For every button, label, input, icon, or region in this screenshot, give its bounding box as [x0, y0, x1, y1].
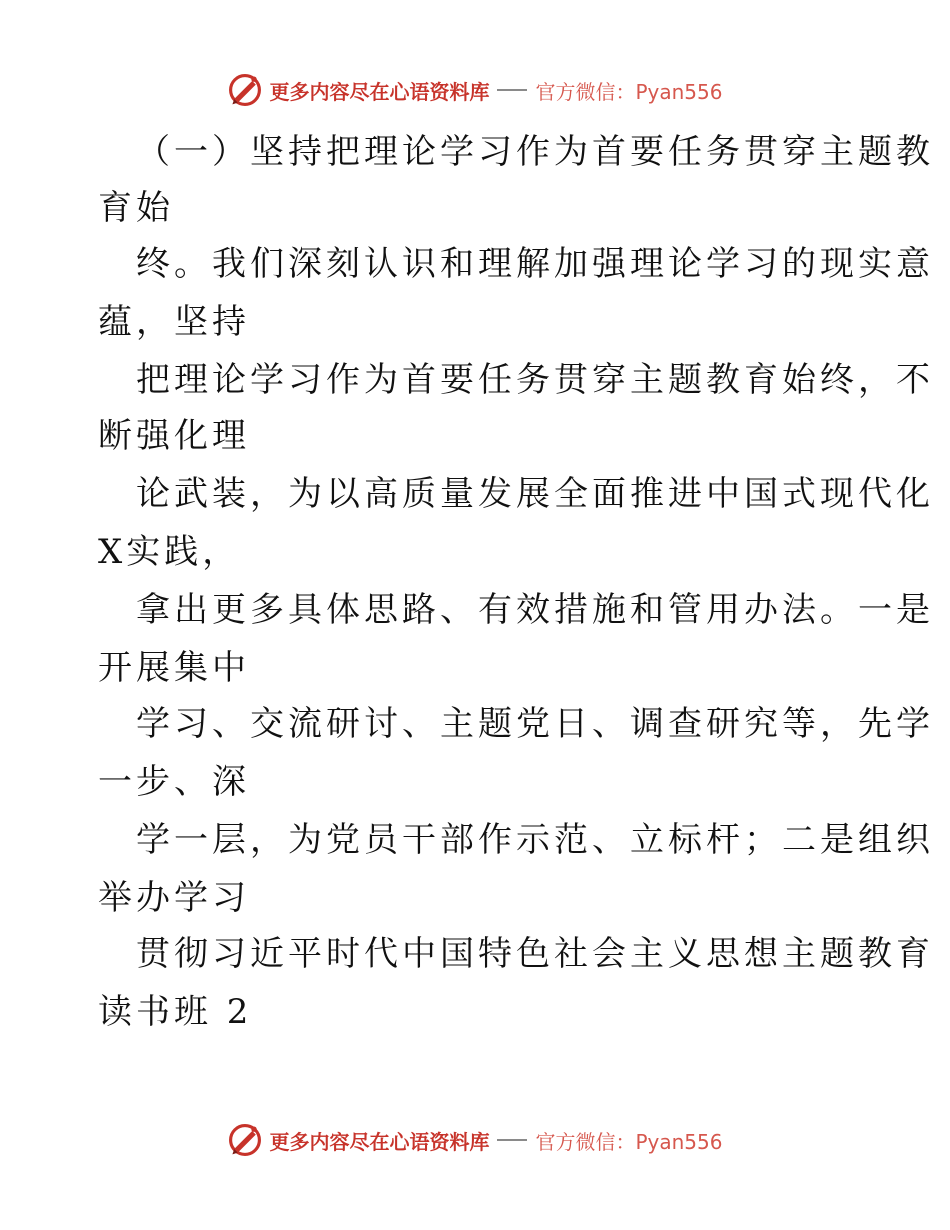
text-line: 学习、交流研讨、主题党日、调查研究等，先学 — [136, 704, 934, 744]
text-line: 论武装，为以高质量发展全面推进中国式现代化 — [136, 474, 934, 514]
text-line: （一）坚持把理论学习作为首要任务贯穿主题教 — [136, 132, 934, 172]
text-line: 育始 — [98, 188, 174, 228]
watermark-wechat: 官方微信：Pyan556 — [535, 79, 723, 104]
text-line: 举办学习 — [98, 878, 250, 918]
text-line: 把理论学习作为首要任务贯穿主题教育始终，不 — [136, 360, 934, 400]
pen-logo-icon — [227, 1122, 263, 1158]
text-line: 一步、深 — [98, 762, 250, 802]
watermark-dash — [497, 1139, 527, 1141]
watermark-dash — [497, 89, 527, 91]
text-line: 终。我们深刻认识和理解加强理论学习的现实意 — [136, 244, 934, 284]
text-line: 蕴，坚持 — [98, 302, 250, 342]
watermark-text: 更多内容尽在心语资料库 — [269, 1129, 490, 1154]
text-line: 断强化理 — [98, 416, 250, 456]
text-line: 贯彻习近平时代中国特色社会主义思想主题教育 — [136, 934, 934, 974]
header-watermark — [0, 68, 950, 112]
text-line: 学一层，为党员干部作示范、立标杆；二是组织 — [136, 820, 934, 860]
watermark-text: 更多内容尽在心语资料库 — [269, 79, 490, 104]
text-line: 拿出更多具体思路、有效措施和管用办法。一是 — [136, 590, 934, 630]
footer-watermark — [0, 1118, 950, 1162]
text-line: 读书班 2 — [98, 992, 253, 1032]
text-line: X实践， — [98, 532, 241, 572]
watermark-wechat: 官方微信：Pyan556 — [535, 1129, 723, 1154]
pen-logo-icon — [227, 72, 263, 108]
text-line: 开展集中 — [98, 648, 250, 688]
